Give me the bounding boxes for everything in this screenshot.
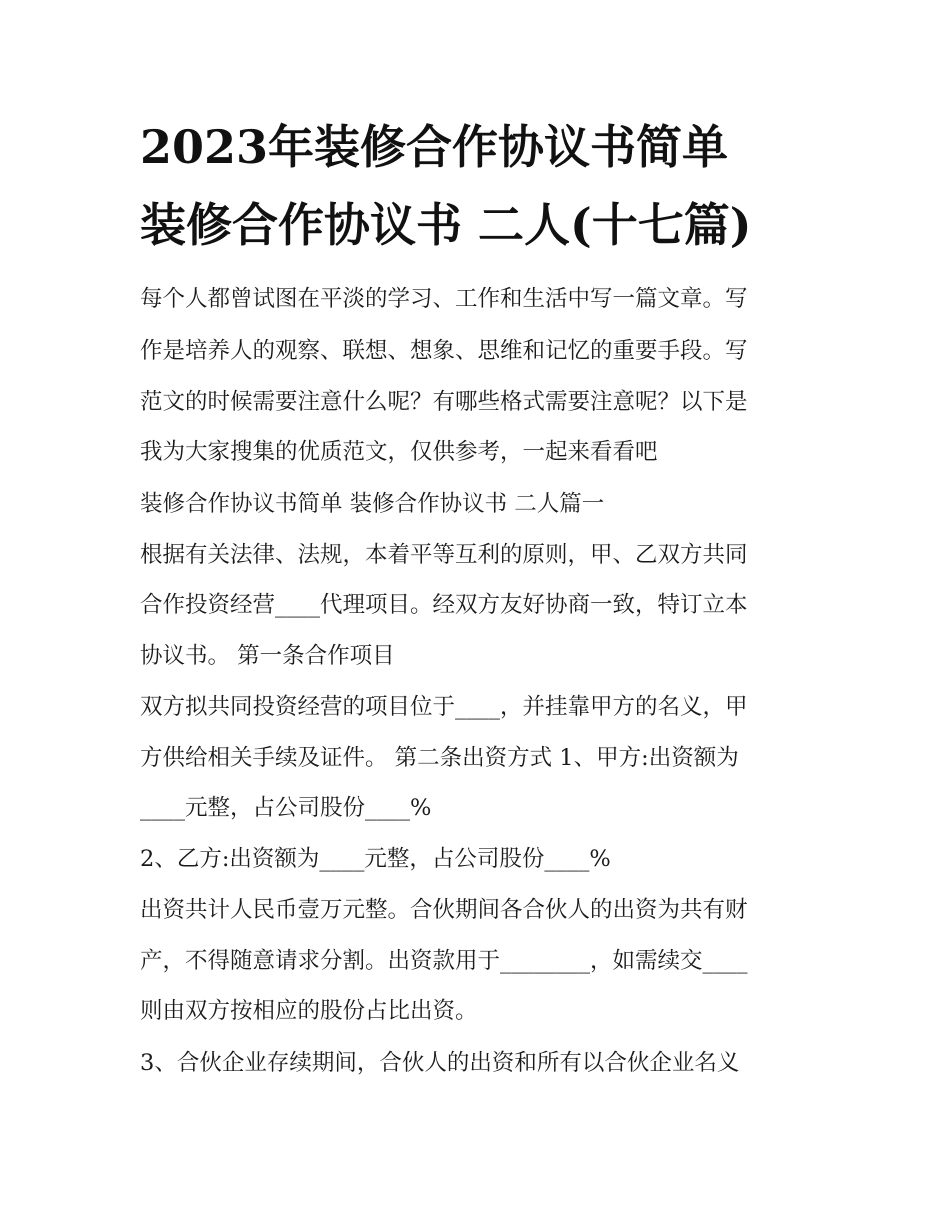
body-line: 2、乙方:出资额为____元整，占公司股份____% bbox=[140, 846, 611, 872]
body-line: 每个人都曾试图在平淡的学习、工作和生活中写一篇文章。写 bbox=[140, 286, 748, 312]
body-line: 双方拟共同投资经营的项目位于____，并挂靠甲方的名义，甲 bbox=[140, 694, 748, 720]
body-line: 出资共计人民币壹万元整。合伙期间各合伙人的出资为共有财 bbox=[140, 897, 748, 923]
body-line: 方供给相关手续及证件。 第二条出资方式 1、甲方:出资额为 bbox=[140, 745, 739, 771]
title-year: 2023 bbox=[140, 120, 269, 174]
body-line: ____元整，占公司股份____% bbox=[140, 795, 432, 821]
body-line: 协议书。 第一条合作项目 bbox=[140, 643, 395, 669]
body-line: 根据有关法律、法规，本着平等互利的原则，甲、乙双方共同 bbox=[140, 542, 748, 568]
body-line: 范文的时候需要注意什么呢？有哪些格式需要注意呢？以下是 bbox=[140, 389, 748, 415]
document-title-line-1 bbox=[140, 117, 840, 177]
body-line: 作是培养人的观察、联想、想象、思维和记忆的重要手段。写 bbox=[140, 338, 748, 364]
body-line: 我为大家搜集的优质范文，仅供参考，一起来看看吧 bbox=[140, 439, 658, 465]
body-line: 合作投资经营____代理项目。经双方友好协商一致，特订立本 bbox=[140, 592, 748, 618]
title-text-1: 年装修合作协议书简单 bbox=[268, 120, 729, 174]
body-line: 3、合伙企业存续期间，合伙人的出资和所有以合伙企业名义 bbox=[140, 1050, 740, 1076]
section-heading: 装修合作协议书简单 装修合作协议书 二人篇一 bbox=[140, 491, 605, 517]
body-line: 产，不得随意请求分割。出资款用于________，如需续交____ bbox=[140, 948, 748, 974]
document-title-line-2: 装修合作协议书 二人(十七篇) bbox=[140, 198, 752, 252]
body-line: 则由双方按相应的股份占比出资。 bbox=[140, 998, 478, 1024]
